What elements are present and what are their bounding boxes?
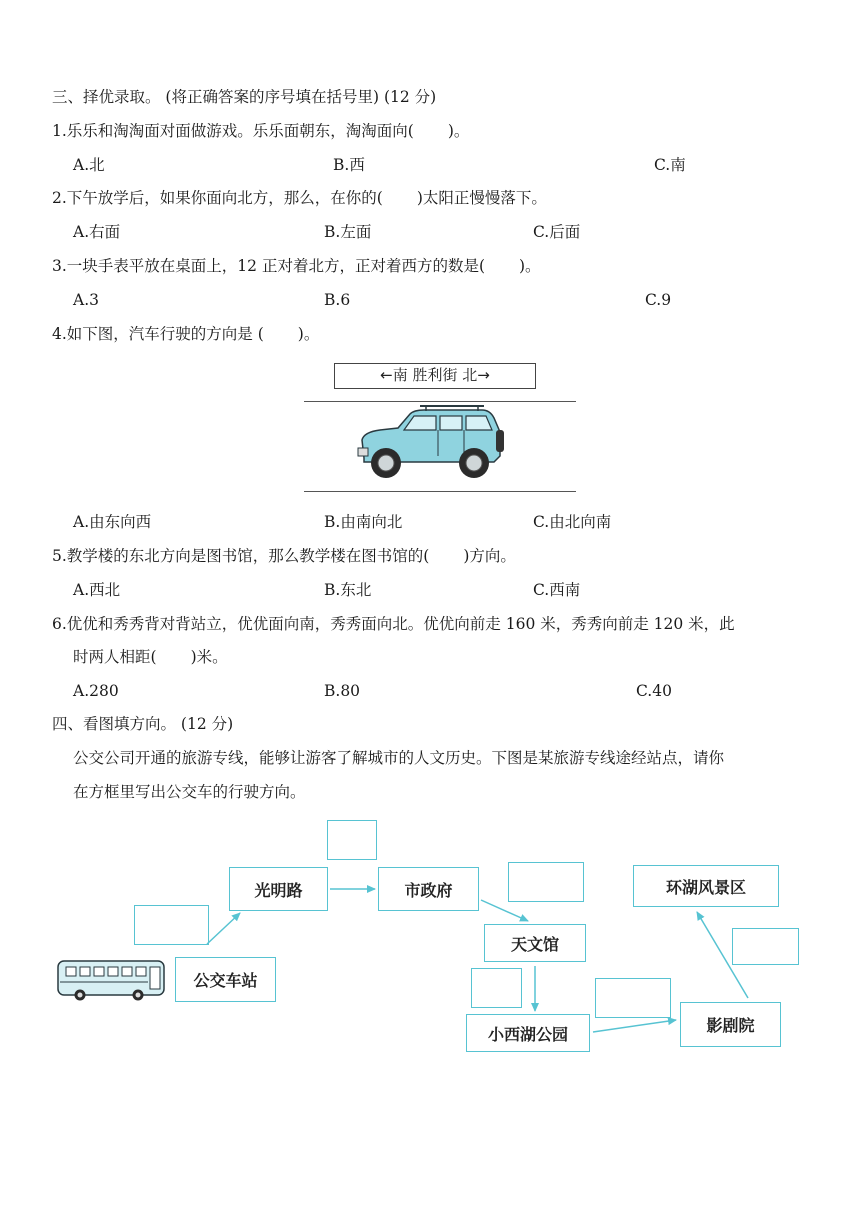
street-sign: ←南 胜利街 北→ xyxy=(334,363,536,389)
station-lakeside-scenic-area: 环湖风景区 xyxy=(633,865,779,907)
question-3 xyxy=(52,256,541,276)
question-text-end: )方向。 xyxy=(463,547,516,565)
option-a[interactable]: A.右面 xyxy=(73,223,121,241)
option-c[interactable]: C.南 xyxy=(654,156,686,174)
option-a[interactable]: A.西北 xyxy=(73,581,121,599)
option-c[interactable]: C.后面 xyxy=(533,223,581,241)
section3-heading: 三、择优录取。 (将正确答案的序号填在括号里) (12 分) xyxy=(52,88,437,106)
station-city-hall: 市政府 xyxy=(378,867,479,911)
direction-answer-box-3[interactable] xyxy=(508,862,584,902)
option-b[interactable]: B.由南向北 xyxy=(324,513,403,531)
option-a[interactable]: A.280 xyxy=(73,682,119,700)
question-text: 2.下午放学后，如果你面向北方，那么，在你的( xyxy=(52,189,383,207)
option-c[interactable]: C.40 xyxy=(636,682,672,700)
direction-answer-box-5[interactable] xyxy=(595,978,671,1018)
option-b[interactable]: B.80 xyxy=(324,682,361,700)
option-c[interactable]: C.9 xyxy=(645,291,672,309)
question-text-end: )。 xyxy=(447,122,470,140)
station-xiaoxihu-park: 小西湖公园 xyxy=(466,1014,590,1052)
question-text: 时两人相距( xyxy=(73,648,157,666)
station-planetarium: 天文馆 xyxy=(484,924,586,962)
question-text-end: )太阳正慢慢落下。 xyxy=(416,189,547,207)
section4-heading: 四、看图填方向。 (12 分) xyxy=(52,715,234,733)
direction-answer-box-1[interactable] xyxy=(134,905,209,945)
question-text: 1.乐乐和淘淘面对面做游戏。乐乐面朝东，淘淘面向( xyxy=(52,122,414,140)
station-bus-station: 公交车站 xyxy=(175,957,276,1002)
question-text-end: )。 xyxy=(519,257,541,275)
option-a[interactable]: A.北 xyxy=(73,156,105,174)
section4-intro-line2: 在方框里写出公交车的行驶方向。 xyxy=(73,783,306,801)
option-b[interactable]: B.西 xyxy=(333,156,365,174)
question-5 xyxy=(52,546,516,566)
question-2 xyxy=(52,188,547,208)
question-text: 5.教学楼的东北方向是图书馆，那么教学楼在图书馆的( xyxy=(52,547,430,565)
road-bottom-line xyxy=(304,491,576,492)
bus-icon xyxy=(58,961,164,1001)
question-text-end: )。 xyxy=(297,325,320,343)
direction-answer-box-6[interactable] xyxy=(732,928,799,965)
station-theater: 影剧院 xyxy=(680,1002,781,1047)
station-guangming-road: 光明路 xyxy=(229,867,328,911)
option-a[interactable]: A.3 xyxy=(73,291,99,309)
option-c[interactable]: C.由北向南 xyxy=(533,513,612,531)
question-4 xyxy=(52,324,319,344)
option-b[interactable]: B.6 xyxy=(324,291,351,309)
option-a[interactable]: A.由东向西 xyxy=(73,513,152,531)
question-text: 4.如下图，汽车行驶的方向是 ( xyxy=(52,325,264,343)
car-icon xyxy=(358,406,504,478)
option-c[interactable]: C.西南 xyxy=(533,581,581,599)
question-6: 6.优优和秀秀背对背站立，优优面向南，秀秀面向北。优优向前走 160 米，秀秀向前走 120 米，此 xyxy=(52,615,735,633)
question-1 xyxy=(52,121,469,141)
option-b[interactable]: B.东北 xyxy=(324,581,372,599)
question-text: 3.一块手表平放在桌面上，12 正对着北方，正对着西方的数是( xyxy=(52,257,485,275)
question-text-end: )米。 xyxy=(190,648,228,666)
question-6-line2 xyxy=(73,647,228,667)
road-top-line xyxy=(304,401,576,402)
direction-answer-box-4[interactable] xyxy=(471,968,522,1008)
section4-intro-line1: 公交公司开通的旅游专线，能够让游客了解城市的人文历史。下图是某旅游专线途经站点，请你 xyxy=(73,749,725,767)
direction-answer-box-2[interactable] xyxy=(327,820,377,860)
option-b[interactable]: B.左面 xyxy=(324,223,372,241)
